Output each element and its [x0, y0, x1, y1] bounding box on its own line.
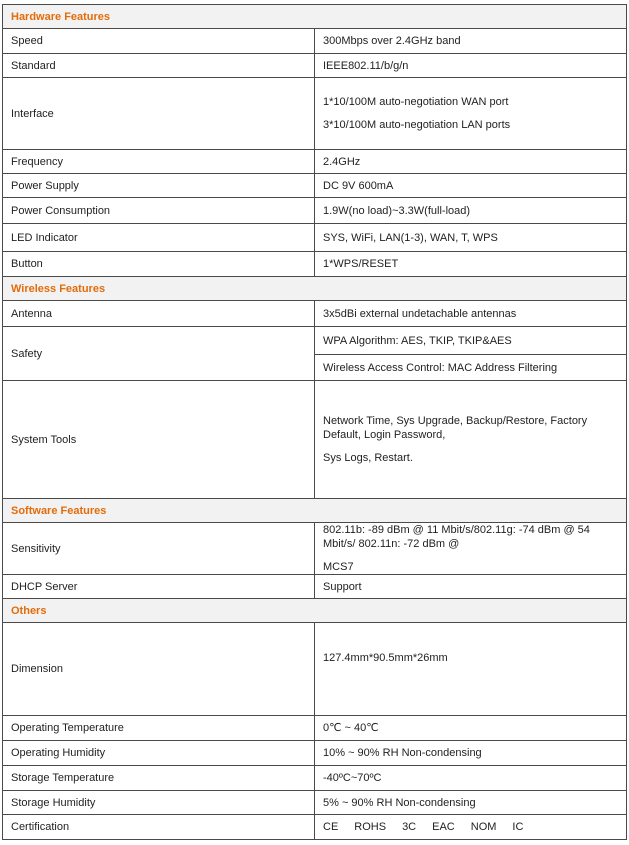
- spec-label: Speed: [3, 29, 315, 54]
- spec-table: [2, 4, 627, 840]
- spec-label: Storage Temperature: [3, 766, 315, 791]
- section-software: [3, 499, 627, 523]
- row-interface: [3, 78, 627, 150]
- spec-label: Certification: [3, 815, 315, 840]
- row-operating-temperature: [3, 716, 627, 741]
- spec-label: Operating Humidity: [3, 741, 315, 766]
- spec-value-line: Sys Logs, Restart.: [323, 452, 413, 464]
- row-standard: [3, 54, 627, 78]
- spec-value: [315, 523, 627, 575]
- certification-item: IC: [512, 821, 524, 833]
- row-power-consumption: [3, 198, 627, 224]
- spec-value: 1*WPS/RESET: [315, 252, 627, 277]
- row-storage-humidity: [3, 791, 627, 815]
- spec-label: Safety: [3, 327, 315, 381]
- spec-label: Button: [3, 252, 315, 277]
- row-sensitivity: [3, 523, 627, 575]
- section-hardware: [3, 5, 627, 29]
- spec-value: 300Mbps over 2.4GHz band: [315, 29, 627, 54]
- spec-value: DC 9V 600mA: [315, 174, 627, 198]
- spec-value: 5% ~ 90% RH Non-condensing: [315, 791, 627, 815]
- spec-label: Power Supply: [3, 174, 315, 198]
- certification-item: CE: [323, 821, 339, 833]
- spec-value-line: 802.11b: -89 dBm @ 11 Mbit/s/802.11g: -74 dBm @ 54 Mbit/s/ 802.11n: -72 dBm @: [323, 524, 590, 550]
- spec-value: 127.4mm*90.5mm*26mm: [315, 623, 627, 716]
- certification-item: EAC: [432, 821, 455, 833]
- spec-value: 10% ~ 90% RH Non-condensing: [315, 741, 627, 766]
- row-certification: [3, 815, 627, 840]
- spec-value: 0℃ ~ 40℃: [315, 716, 627, 741]
- spec-value: 3x5dBi external undetachable antennas: [315, 301, 627, 327]
- section-title: Software Features: [3, 499, 627, 523]
- spec-label: Storage Humidity: [3, 791, 315, 815]
- row-storage-temperature: [3, 766, 627, 791]
- row-frequency: [3, 150, 627, 174]
- spec-label: DHCP Server: [3, 575, 315, 599]
- spec-value: Support: [315, 575, 627, 599]
- certification-item: NOM: [470, 821, 497, 833]
- spec-label: Operating Temperature: [3, 716, 315, 741]
- row-dhcp-server: [3, 575, 627, 599]
- spec-value: [315, 815, 627, 840]
- spec-label: Power Consumption: [3, 198, 315, 224]
- spec-value: [315, 78, 627, 150]
- section-title: Others: [3, 599, 627, 623]
- section-title: Hardware Features: [3, 5, 627, 29]
- section-title: Wireless Features: [3, 277, 627, 301]
- spec-value-line: Network Time, Sys Upgrade, Backup/Restore, Factory Default, Login Password,: [323, 415, 588, 441]
- spec-value-line: 3*10/100M auto-negotiation LAN ports: [323, 119, 511, 131]
- row-antenna: [3, 301, 627, 327]
- spec-value-line: 1*10/100M auto-negotiation WAN port: [323, 96, 509, 108]
- certification-item: ROHS: [354, 821, 387, 833]
- certification-item: 3C: [402, 821, 417, 833]
- row-led-indicator: [3, 224, 627, 252]
- spec-value: SYS, WiFi, LAN(1-3), WAN, T, WPS: [315, 224, 627, 252]
- spec-label: Sensitivity: [3, 523, 315, 575]
- row-dimension: [3, 623, 627, 716]
- spec-label: Antenna: [3, 301, 315, 327]
- row-safety-1: [3, 327, 627, 355]
- spec-label: LED Indicator: [3, 224, 315, 252]
- spec-value: [315, 381, 627, 499]
- spec-value: Wireless Access Control: MAC Address Filtering: [315, 355, 627, 381]
- spec-value: WPA Algorithm: AES, TKIP, TKIP&AES: [315, 327, 627, 355]
- spec-label: Interface: [3, 78, 315, 150]
- spec-label: Frequency: [3, 150, 315, 174]
- spec-value: -40ºC~70ºC: [315, 766, 627, 791]
- spec-value: 2.4GHz: [315, 150, 627, 174]
- spec-value-line: MCS7: [323, 561, 354, 573]
- row-system-tools: [3, 381, 627, 499]
- spec-value: 1.9W(no load)~3.3W(full-load): [315, 198, 627, 224]
- row-button: [3, 252, 627, 277]
- spec-label: System Tools: [3, 381, 315, 499]
- section-wireless: [3, 277, 627, 301]
- spec-label: Dimension: [3, 623, 315, 716]
- section-others: [3, 599, 627, 623]
- spec-value: IEEE802.11/b/g/n: [315, 54, 627, 78]
- row-operating-humidity: [3, 741, 627, 766]
- row-speed: [3, 29, 627, 54]
- row-power-supply: [3, 174, 627, 198]
- spec-label: Standard: [3, 54, 315, 78]
